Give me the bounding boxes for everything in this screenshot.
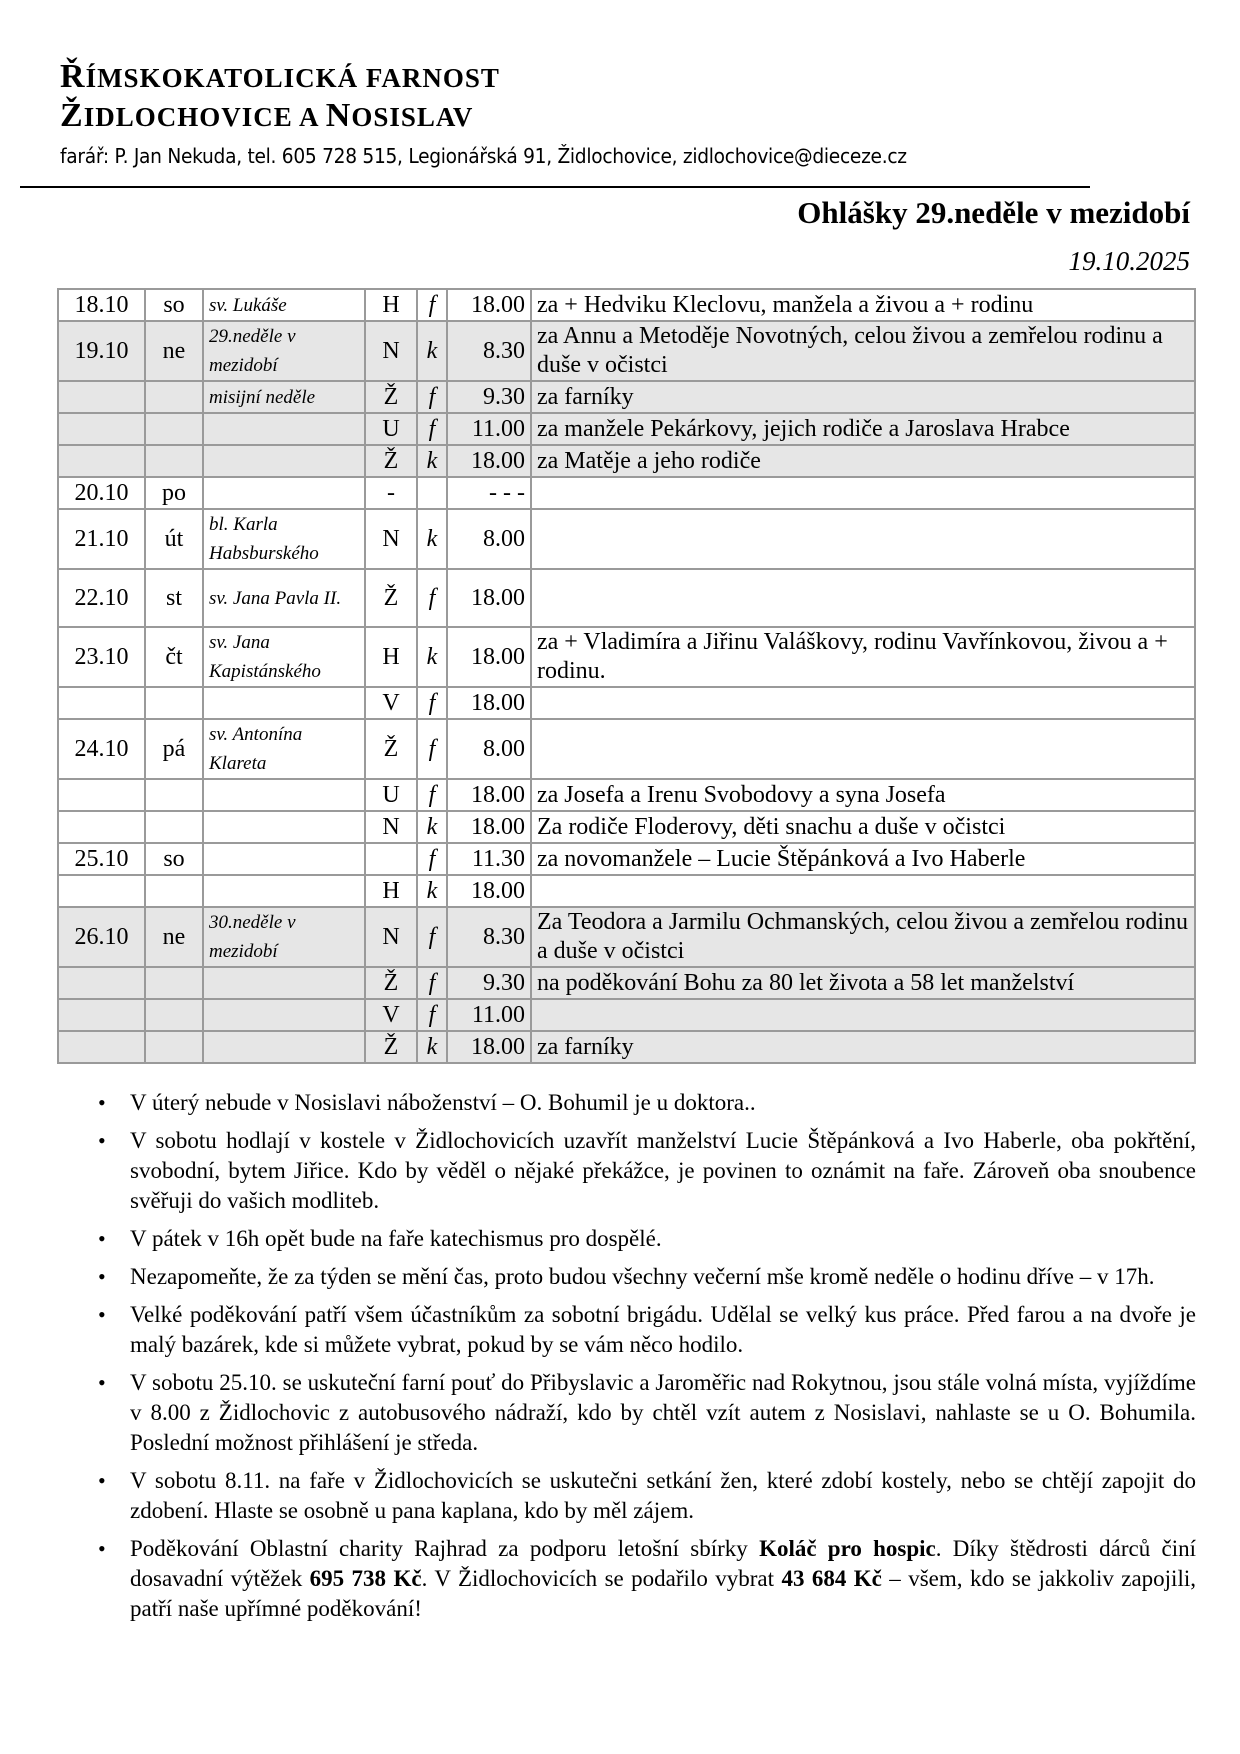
intention-cell: na poděkování Bohu za 80 let života a 58 let manželství xyxy=(531,967,1195,999)
time-cell: 18.00 xyxy=(447,779,531,811)
parish-contact: farář: P. Jan Nekuda, tel. 605 728 515, Legionářská 91, Židlochovice, zidlochovice@dieceze.cz xyxy=(60,144,907,168)
parish-header xyxy=(60,58,1060,136)
time-cell: 11.00 xyxy=(447,999,531,1031)
mass-schedule-table xyxy=(57,288,1196,1064)
day-cell xyxy=(145,875,203,907)
date-cell xyxy=(58,413,145,445)
feast-cell xyxy=(203,1031,365,1063)
place-cell: N xyxy=(365,811,417,843)
table-row xyxy=(58,811,1195,843)
time-cell: 18.00 xyxy=(447,1031,531,1063)
bullet-icon: • xyxy=(98,1302,106,1327)
intention-cell: za Josefa a Irenu Svobodovy a syna Josefa xyxy=(531,779,1195,811)
mass-type-cell: f xyxy=(417,413,447,445)
mass-type-cell: f xyxy=(417,381,447,413)
place-cell: N xyxy=(365,321,417,381)
announcement-text: Nezapomeňte, že za týden se mění čas, proto budou všechny večerní mše kromě neděle o hodinu dříve – v 17h. xyxy=(130,1264,1155,1289)
intention-cell xyxy=(531,875,1195,907)
announcement-text: V úterý nebude v Nosislavi náboženství – O. Bohumil je u doktora.. xyxy=(130,1090,756,1115)
place-cell: Ž xyxy=(365,445,417,477)
date-cell xyxy=(58,381,145,413)
feast-cell xyxy=(203,413,365,445)
mass-type-cell: f xyxy=(417,999,447,1031)
parish-name-line-1: ŘÍMSKOKATOLICKÁ FARNOST xyxy=(60,58,500,95)
day-cell xyxy=(145,779,203,811)
table-row xyxy=(58,289,1195,321)
date-cell: 25.10 xyxy=(58,843,145,875)
page-title: Ohlášky 29.neděle v mezidobí xyxy=(797,195,1190,230)
mass-type-cell: f xyxy=(417,719,447,779)
document-date: 19.10.2025 xyxy=(1068,246,1190,276)
date-cell: 20.10 xyxy=(58,477,145,509)
day-cell xyxy=(145,811,203,843)
date-cell xyxy=(58,811,145,843)
place-cell: Ž xyxy=(365,1031,417,1063)
announcement-item xyxy=(90,1262,1196,1292)
place-cell: V xyxy=(365,999,417,1031)
day-cell: st xyxy=(145,569,203,627)
date-cell: 19.10 xyxy=(58,321,145,381)
time-cell: 11.00 xyxy=(447,413,531,445)
intention-cell: za farníky xyxy=(531,1031,1195,1063)
day-cell: po xyxy=(145,477,203,509)
time-cell: 18.00 xyxy=(447,811,531,843)
mass-type-cell: f xyxy=(417,967,447,999)
feast-cell: sv. Jana Pavla II. xyxy=(203,569,365,627)
day-cell: čt xyxy=(145,627,203,687)
time-cell: 18.00 xyxy=(447,569,531,627)
place-cell: Ž xyxy=(365,569,417,627)
intention-cell xyxy=(531,569,1195,627)
intention-cell: za farníky xyxy=(531,381,1195,413)
feast-cell xyxy=(203,687,365,719)
date-cell xyxy=(58,967,145,999)
date-cell xyxy=(58,875,145,907)
mass-type-cell: f xyxy=(417,779,447,811)
announcement-text: Velké poděkování patří všem účastníkům za sobotní brigádu. Udělal se velký kus práce. Před farou a na dvoře je malý bazárek, kde si můžete vybrat, pokud by se vám něco hodilo. xyxy=(130,1302,1196,1357)
bullet-icon: • xyxy=(98,1226,106,1251)
header-divider xyxy=(20,186,1090,188)
table-row xyxy=(58,999,1195,1031)
table-row xyxy=(58,321,1195,381)
place-cell: U xyxy=(365,779,417,811)
feast-cell xyxy=(203,477,365,509)
table-row xyxy=(58,381,1195,413)
day-cell xyxy=(145,999,203,1031)
feast-cell xyxy=(203,967,365,999)
table-row xyxy=(58,843,1195,875)
day-cell: ne xyxy=(145,321,203,381)
mass-type-cell: f xyxy=(417,569,447,627)
intention-cell xyxy=(531,509,1195,569)
local-amount: 43 684 Kč xyxy=(781,1566,882,1591)
mass-type-cell: f xyxy=(417,843,447,875)
announcement-text: V sobotu hodlají v kostele v Židlochovicích uzavřít manželství Lucie Štěpánková a Ivo Haberle, oba pokřtění, svobodní, bytem Jiřice. Kdo by věděl o nějaké překážce, je povinen to oznámit na faře. Zároveň oba snoubence svěřuji do vašich modliteb. xyxy=(130,1128,1196,1213)
feast-cell xyxy=(203,843,365,875)
intention-cell: za novomanžele – Lucie Štěpánková a Ivo Haberle xyxy=(531,843,1195,875)
day-cell xyxy=(145,967,203,999)
time-cell: 8.30 xyxy=(447,907,531,967)
place-cell xyxy=(365,843,417,875)
announcement-item xyxy=(90,1300,1196,1360)
date-cell xyxy=(58,999,145,1031)
date-cell: 21.10 xyxy=(58,509,145,569)
place-cell: N xyxy=(365,907,417,967)
place-cell: Ž xyxy=(365,967,417,999)
day-cell: so xyxy=(145,843,203,875)
table-row xyxy=(58,875,1195,907)
date-cell xyxy=(58,445,145,477)
time-cell: 8.30 xyxy=(447,321,531,381)
announcement-item xyxy=(90,1368,1196,1458)
place-cell: H xyxy=(365,289,417,321)
table-row xyxy=(58,687,1195,719)
date-cell: 23.10 xyxy=(58,627,145,687)
intention-cell: za + Vladimíra a Jiřinu Valáškovy, rodinu Vavřínkovou, živou a + rodinu. xyxy=(531,627,1195,687)
table-row xyxy=(58,779,1195,811)
time-cell: 9.30 xyxy=(447,967,531,999)
time-cell: 18.00 xyxy=(447,627,531,687)
announcement-text: V pátek v 16h opět bude na faře katechismus pro dospělé. xyxy=(130,1226,662,1251)
day-cell: pá xyxy=(145,719,203,779)
collection-name: Koláč pro hospic xyxy=(759,1536,936,1561)
date-cell: 26.10 xyxy=(58,907,145,967)
mass-type-cell: f xyxy=(417,687,447,719)
day-cell: út xyxy=(145,509,203,569)
table-row xyxy=(58,445,1195,477)
date-cell xyxy=(58,779,145,811)
announcement-text: V sobotu 25.10. se uskuteční farní pouť do Přibyslavic a Jaroměřic nad Rokytnou, jsou stále volná místa, vyjíždíme v 8.00 z Židlochovic z autobusového nádraží, kdo by chtěl vzít autem z Nosislavi, nahlaste se u O. Bohumila. Poslední možnost přihlášení je středa. xyxy=(130,1370,1196,1455)
date-cell xyxy=(58,687,145,719)
place-cell: U xyxy=(365,413,417,445)
mass-type-cell: k xyxy=(417,445,447,477)
feast-cell xyxy=(203,875,365,907)
table-row xyxy=(58,907,1195,967)
announcement-item xyxy=(90,1224,1196,1254)
day-cell: so xyxy=(145,289,203,321)
time-cell: 18.00 xyxy=(447,875,531,907)
mass-type-cell: k xyxy=(417,321,447,381)
announcement-item xyxy=(90,1126,1196,1216)
bullet-icon: • xyxy=(98,1264,106,1289)
day-cell xyxy=(145,413,203,445)
bullet-icon: • xyxy=(98,1536,106,1561)
intention-cell: Za Teodora a Jarmilu Ochmanských, celou živou a zemřelou rodinu a duše v očistci xyxy=(531,907,1195,967)
bullet-icon: • xyxy=(98,1090,106,1115)
day-cell: ne xyxy=(145,907,203,967)
place-cell: H xyxy=(365,627,417,687)
feast-cell xyxy=(203,779,365,811)
time-cell: 8.00 xyxy=(447,719,531,779)
mass-type-cell: f xyxy=(417,289,447,321)
table-row xyxy=(58,1031,1195,1063)
feast-cell: sv. Antonína Klareta xyxy=(203,719,365,779)
table-row xyxy=(58,509,1195,569)
time-cell: 11.30 xyxy=(447,843,531,875)
mass-type-cell: k xyxy=(417,811,447,843)
place-cell: Ž xyxy=(365,719,417,779)
mass-type-cell: f xyxy=(417,907,447,967)
intention-cell: za Matěje a jeho rodiče xyxy=(531,445,1195,477)
table-row xyxy=(58,627,1195,687)
intention-cell: za manžele Pekárkovy, jejich rodiče a Jaroslava Hrabce xyxy=(531,413,1195,445)
intention-cell: za + Hedviku Kleclovu, manžela a živou a + rodinu xyxy=(531,289,1195,321)
table-row xyxy=(58,477,1195,509)
intention-cell: Za rodiče Floderovy, děti snachu a duše v očistci xyxy=(531,811,1195,843)
date-cell xyxy=(58,1031,145,1063)
feast-cell xyxy=(203,445,365,477)
place-cell: V xyxy=(365,687,417,719)
bullet-icon: • xyxy=(98,1128,106,1153)
parish-name-line-2: ŽIDLOCHOVICE A NOSISLAV xyxy=(60,97,474,134)
day-cell xyxy=(145,381,203,413)
time-cell: 9.30 xyxy=(447,381,531,413)
intention-cell: za Annu a Metoděje Novotných, celou živou a zemřelou rodinu a duše v očistci xyxy=(531,321,1195,381)
time-cell: 18.00 xyxy=(447,445,531,477)
place-cell: - xyxy=(365,477,417,509)
feast-cell xyxy=(203,811,365,843)
date-cell: 18.10 xyxy=(58,289,145,321)
place-cell: N xyxy=(365,509,417,569)
feast-cell: sv. Lukáše xyxy=(203,289,365,321)
mass-type-cell: k xyxy=(417,627,447,687)
feast-cell: 30.neděle v mezidobí xyxy=(203,907,365,967)
bullet-icon: • xyxy=(98,1370,106,1395)
intention-cell xyxy=(531,719,1195,779)
feast-cell: misijní neděle xyxy=(203,381,365,413)
date-cell: 24.10 xyxy=(58,719,145,779)
day-cell xyxy=(145,687,203,719)
mass-type-cell: k xyxy=(417,509,447,569)
mass-type-cell: k xyxy=(417,875,447,907)
total-amount: 695 738 Kč xyxy=(309,1566,422,1591)
table-row xyxy=(58,967,1195,999)
intention-cell xyxy=(531,687,1195,719)
place-cell: Ž xyxy=(365,381,417,413)
time-cell: 8.00 xyxy=(447,509,531,569)
feast-cell xyxy=(203,999,365,1031)
place-cell: H xyxy=(365,875,417,907)
time-cell: - - - xyxy=(447,477,531,509)
announcement-item xyxy=(90,1088,1196,1118)
intention-cell xyxy=(531,477,1195,509)
intention-cell xyxy=(531,999,1195,1031)
announcement-text: Poděkování Oblastní charity Rajhrad za podporu letošní sbírky Koláč pro hospic. Díky štědrosti dárců činí dosavadní výtěžek 695 738 Kč. V Židlochovicích se podařilo vybrat 43 684 Kč – všem, kdo se jakkoliv zapojili, patří naše upřímné poděkování! xyxy=(130,1536,1196,1621)
announcement-item-charity xyxy=(90,1534,1196,1624)
date-cell: 22.10 xyxy=(58,569,145,627)
feast-cell: 29.neděle v mezidobí xyxy=(203,321,365,381)
mass-type-cell xyxy=(417,477,447,509)
announcement-item xyxy=(90,1466,1196,1526)
bullet-icon: • xyxy=(98,1468,106,1493)
day-cell xyxy=(145,1031,203,1063)
table-row xyxy=(58,719,1195,779)
time-cell: 18.00 xyxy=(447,687,531,719)
announcements-list xyxy=(90,1088,1196,1632)
feast-cell: bl. Karla Habsburského xyxy=(203,509,365,569)
mass-type-cell: k xyxy=(417,1031,447,1063)
announcement-text: V sobotu 8.11. na faře v Židlochovicích se uskutečni setkání žen, které zdobí kostely, nebo se chtějí zapojit do zdobení. Hlaste se osobně u pana kaplana, kdo by měl zájem. xyxy=(130,1468,1196,1523)
table-row xyxy=(58,413,1195,445)
table-row xyxy=(58,569,1195,627)
feast-cell: sv. Jana Kapistánského xyxy=(203,627,365,687)
day-cell xyxy=(145,445,203,477)
time-cell: 18.00 xyxy=(447,289,531,321)
